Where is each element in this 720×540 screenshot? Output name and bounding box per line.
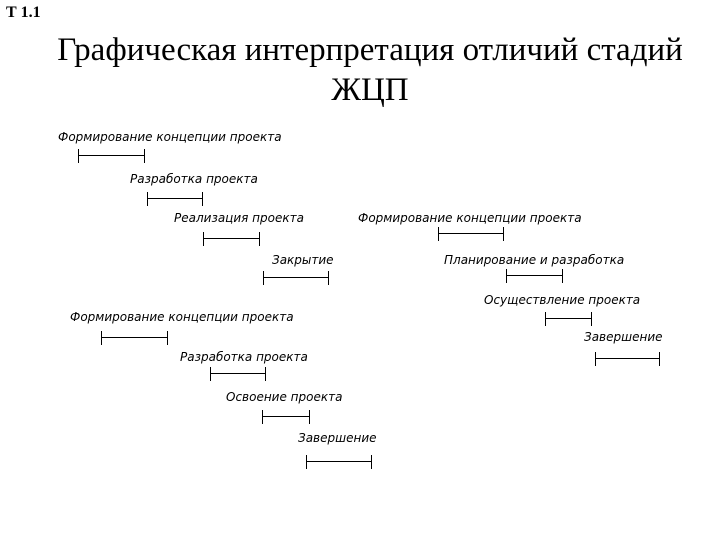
stage-label-mastering: Освоение проекта — [226, 390, 343, 404]
stage-bar-concept-1 — [78, 149, 145, 163]
stage-label-implementation: Реализация проекта — [174, 211, 304, 225]
title-line-1: Графическая интерпретация отличий стадий — [57, 32, 683, 68]
stage-label-completion-2: Завершение — [584, 330, 663, 344]
stage-bar-development-1 — [147, 192, 203, 206]
stage-label-concept-1: Формирование концепции проекта — [58, 130, 282, 144]
stage-bar-completion-3 — [306, 455, 372, 469]
title-line-2: ЖЦП — [331, 72, 409, 108]
stage-label-completion-3: Завершение — [298, 431, 377, 445]
stage-label-concept-3: Формирование концепции проекта — [70, 310, 294, 324]
stage-label-development-3: Разработка проекта — [180, 350, 308, 364]
stage-bar-execution — [545, 312, 592, 326]
stage-label-execution: Осуществление проекта — [484, 293, 641, 307]
stage-bar-mastering — [262, 410, 310, 424]
stage-bar-implementation — [203, 232, 260, 246]
stage-bar-completion-2 — [595, 352, 660, 366]
stage-label-planning: Планирование и разработка — [444, 253, 625, 267]
stage-bar-concept-2 — [438, 227, 504, 241]
stage-label-closure: Закрытие — [272, 253, 334, 267]
slide-number: Т 1.1 — [6, 4, 41, 21]
stage-label-concept-2: Формирование концепции проекта — [358, 211, 582, 225]
stage-label-development-1: Разработка проекта — [130, 172, 258, 186]
page-title — [40, 30, 700, 110]
stage-bar-closure — [263, 271, 329, 285]
stage-bar-concept-3 — [101, 331, 168, 345]
stage-bar-development-3 — [210, 367, 266, 381]
stage-bar-planning — [506, 269, 563, 283]
